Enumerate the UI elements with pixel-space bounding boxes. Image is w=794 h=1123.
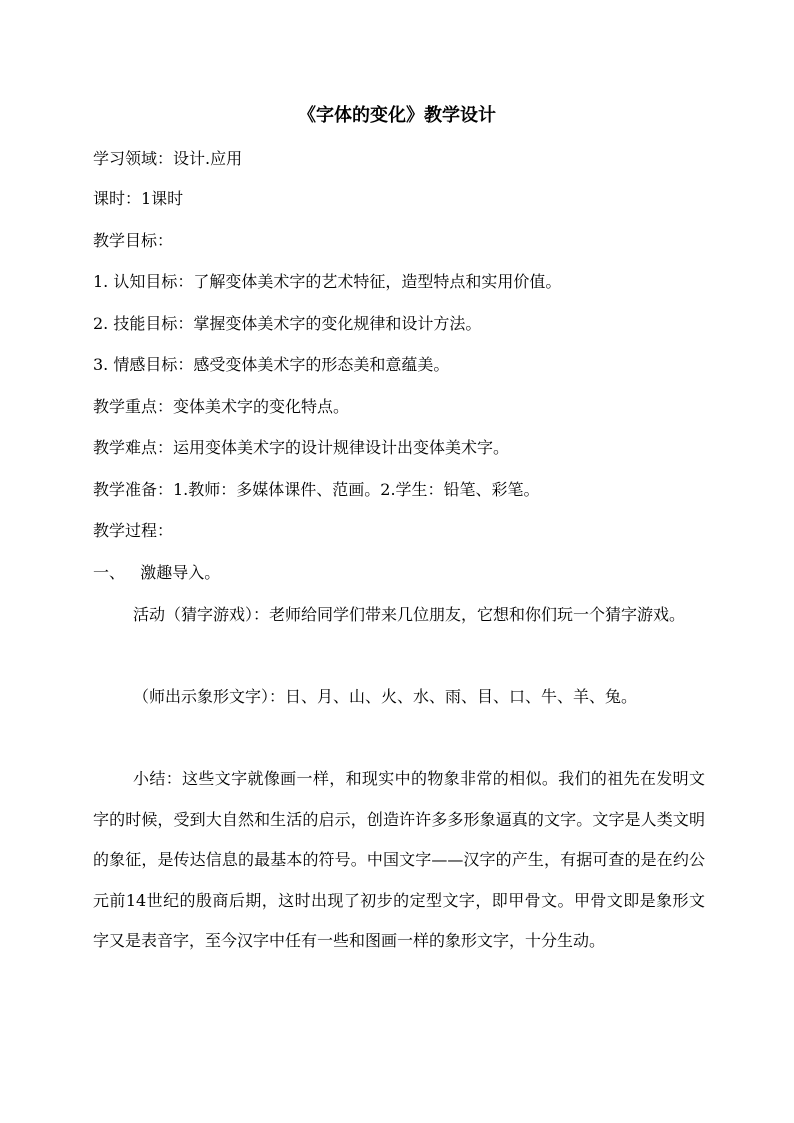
preparation: 教学准备：1.教师：多媒体课件、范画。2.学生：铅笔、彩笔。	[93, 480, 540, 499]
summary-paragraph: 小结：这些文字就像画一样，和现实中的物象非常的相似。我们的祖先在发明文字的时候，受到大自然和生活的启示，创造许许多多形象逼真的文字。文字是人类文明的象征，是传达信息的最基本的符号。中国文字——汉字的产生，有据可查的是在约公元前14世纪的殷商后期，这时出现了初步的定型文字，即甲骨文。甲骨文即是象形文字又是表音字，至今汉字中任有一些和图画一样的象形文字，十分生动。	[93, 769, 705, 950]
process-heading: 教学过程：	[93, 521, 174, 540]
pictograms-paragraph: （师出示象形文字）：日、月、山、火、水、雨、目、口、牛、羊、兔。	[133, 687, 638, 706]
section-1-heading: 一、 激趣导入。	[93, 563, 221, 582]
difficulty: 教学难点：运用变体美术字的设计规律设计出变体美术字。	[93, 438, 510, 457]
field-line: 学习领域：设计.应用	[93, 149, 243, 168]
goal-2: 2. 技能目标：掌握变体美术字的变化规律和设计方法。	[93, 314, 482, 333]
activity-paragraph: 活动（猜字游戏）：老师给同学们带来几位朋友，它想和你们玩一个猜字游戏。	[133, 605, 686, 624]
document-title: 《字体的变化》教学设计	[298, 105, 496, 126]
goals-heading: 教学目标：	[93, 231, 174, 250]
key-point: 教学重点：变体美术字的变化特点。	[93, 397, 350, 416]
goal-3: 3. 情感目标：感受变体美术字的形态美和意蕴美。	[93, 355, 450, 374]
hours-line: 课时：1课时	[93, 189, 184, 208]
goal-1: 1. 认知目标：了解变体美术字的艺术特征，造型特点和实用价值。	[93, 272, 562, 291]
